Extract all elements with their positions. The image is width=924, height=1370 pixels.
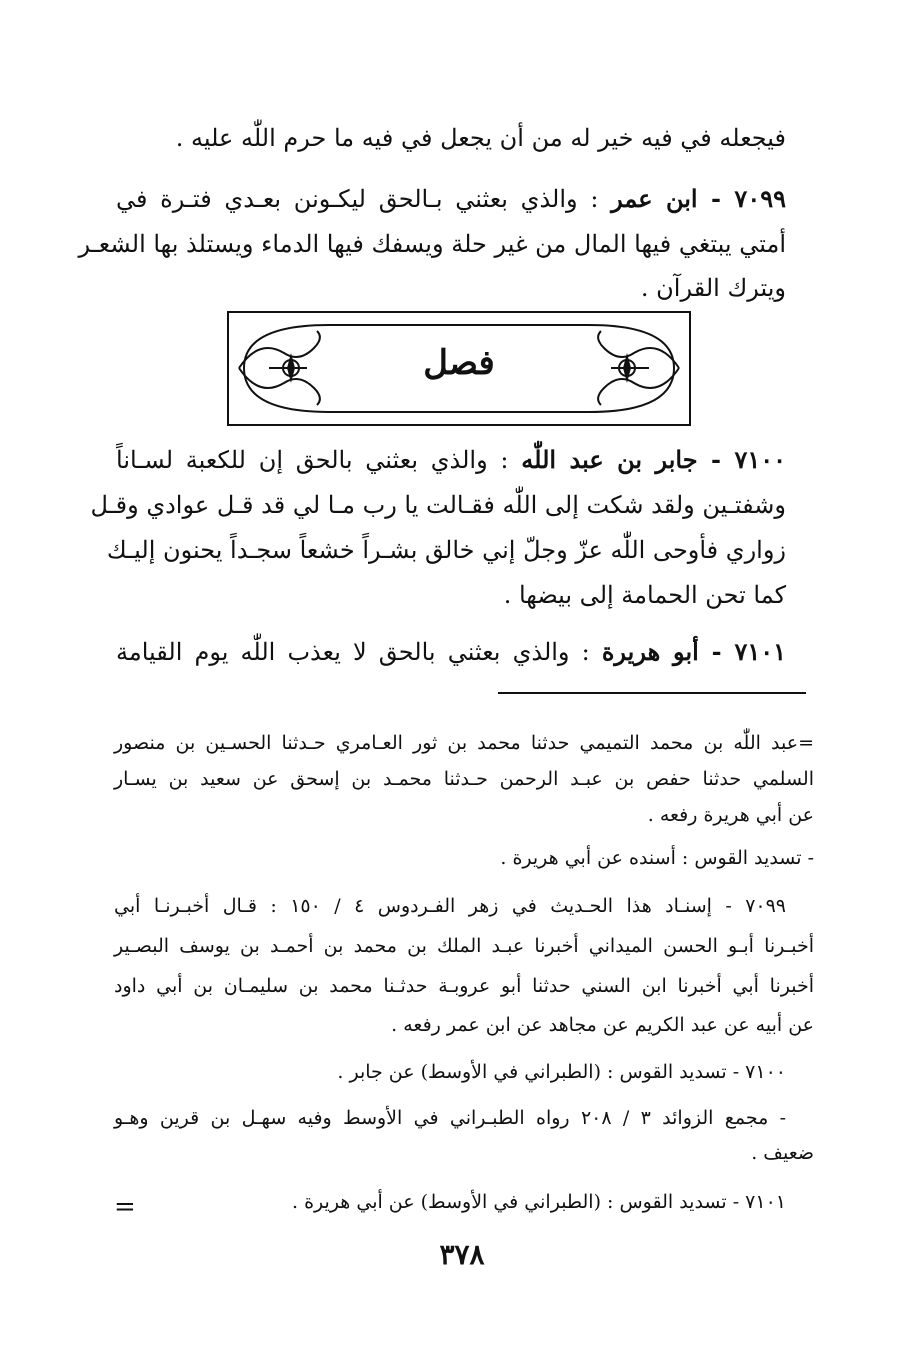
hadith-7100-line-3: زواري فأوحى اللّٰه عزّ وجلّ إني خالق بشـراً خشعاً سجـداً يحنون إليـك — [106, 536, 786, 564]
footnote-line: ٧١٠١ - تسديد القوس : (الطبراني في الأوسط) عن أبي هريرة . — [292, 1191, 786, 1213]
footnote-line: =عبد اللّٰه بن محمد التميمي حدثنا محمد بن ثور العـامري حـدثنا الحسـين بن منصور — [114, 732, 814, 754]
hadith-7099-line-3: ويترك القرآن . — [640, 274, 786, 302]
narrator-name: ابن عمر — [611, 184, 698, 213]
section-title: فصل — [423, 343, 495, 383]
footnote-separator — [498, 692, 806, 694]
intro-line: فيجعله في فيه خير له من أن يجعل في فيه ما حرم اللّٰه عليه . — [175, 124, 786, 152]
footnote-line: ٧١٠٠ - تسديد القوس : (الطبراني في الأوسط) عن جابر . — [337, 1061, 786, 1083]
hadith-number: ٧١٠٠ — [734, 445, 787, 474]
hadith-7101-line-1: ٧١٠١ - أبو هريرة : والذي بعثني بالحق لا يعذب اللّٰه يوم القيامة — [116, 637, 786, 666]
hadith-number: ٧٠٩٩ — [734, 184, 786, 213]
continuation-mark: = — [114, 1192, 136, 1222]
footnote-line: عن أبي هريرة رفعه . — [647, 804, 814, 826]
footnote-line: السلمي حدثنا حفص بن عبـد الرحمن حـدثنا محمـد بن إسحق عن سعيد بن يسـار — [114, 768, 814, 790]
section-banner — [227, 311, 691, 426]
footnote-line: - تسديد القوس : أسنده عن أبي هريرة . — [500, 847, 814, 869]
footnote-line: أخبـرنا أبـو الحسن الميداني أخبرنا عبـد الملك بن محمد بن أحمـد بن يوسف البصـير — [114, 935, 814, 957]
footnote-line: - مجمع الزوائد ٣ / ٢٠٨ رواه الطبـراني في الأوسط وفيه سهـل بن قرين وهـو — [114, 1107, 787, 1129]
page-number: ٣٧٨ — [439, 1238, 485, 1271]
footnote-line: ضعيف . — [751, 1142, 814, 1164]
narrator-name: جابر بن عبد اللّٰه — [521, 445, 698, 474]
hadith-7099-line-2: أمتي يبتغي فيها المال من غير حلة ويسفك فيها الدماء ويستلذ بها الشعـر — [78, 230, 786, 258]
narrator-name: أبو هريرة — [601, 637, 699, 666]
hadith-number: ٧١٠١ — [734, 637, 786, 666]
hadith-7100-line-2: وشفتـين ولقد شكت إلى اللّٰه فقـالت يا رب مـا لي قد قـل عوادي وقـل — [90, 491, 786, 519]
hadith-7099-line-1: ٧٠٩٩ - ابن عمر : والذي بعثني بـالحق ليكـونن بعـدي فتـرة في — [116, 184, 786, 213]
footnote-line: ٧٠٩٩ - إسنـاد هذا الحـديث في زهر الفـردوس ٤ / ١٥٠ : قـال أخبـرنـا أبي — [114, 895, 787, 917]
hadith-7100-line-1: ٧١٠٠ - جابر بن عبد اللّٰه : والذي بعثني بالحق إن للكعبة لسـاناً — [116, 445, 787, 474]
footnote-line: عن أبيه عن عبد الكريم عن مجاهد عن ابن عمر رفعه . — [391, 1014, 814, 1036]
footnote-line: أخبرنا أبي أخبرنا ابن السني حدثنا أبو عروبـة حدثـنا محمد بن سليمـان بن أبي داود — [114, 975, 814, 997]
hadith-7100-line-4: كما تحن الحمامة إلى بيضها . — [503, 581, 786, 609]
